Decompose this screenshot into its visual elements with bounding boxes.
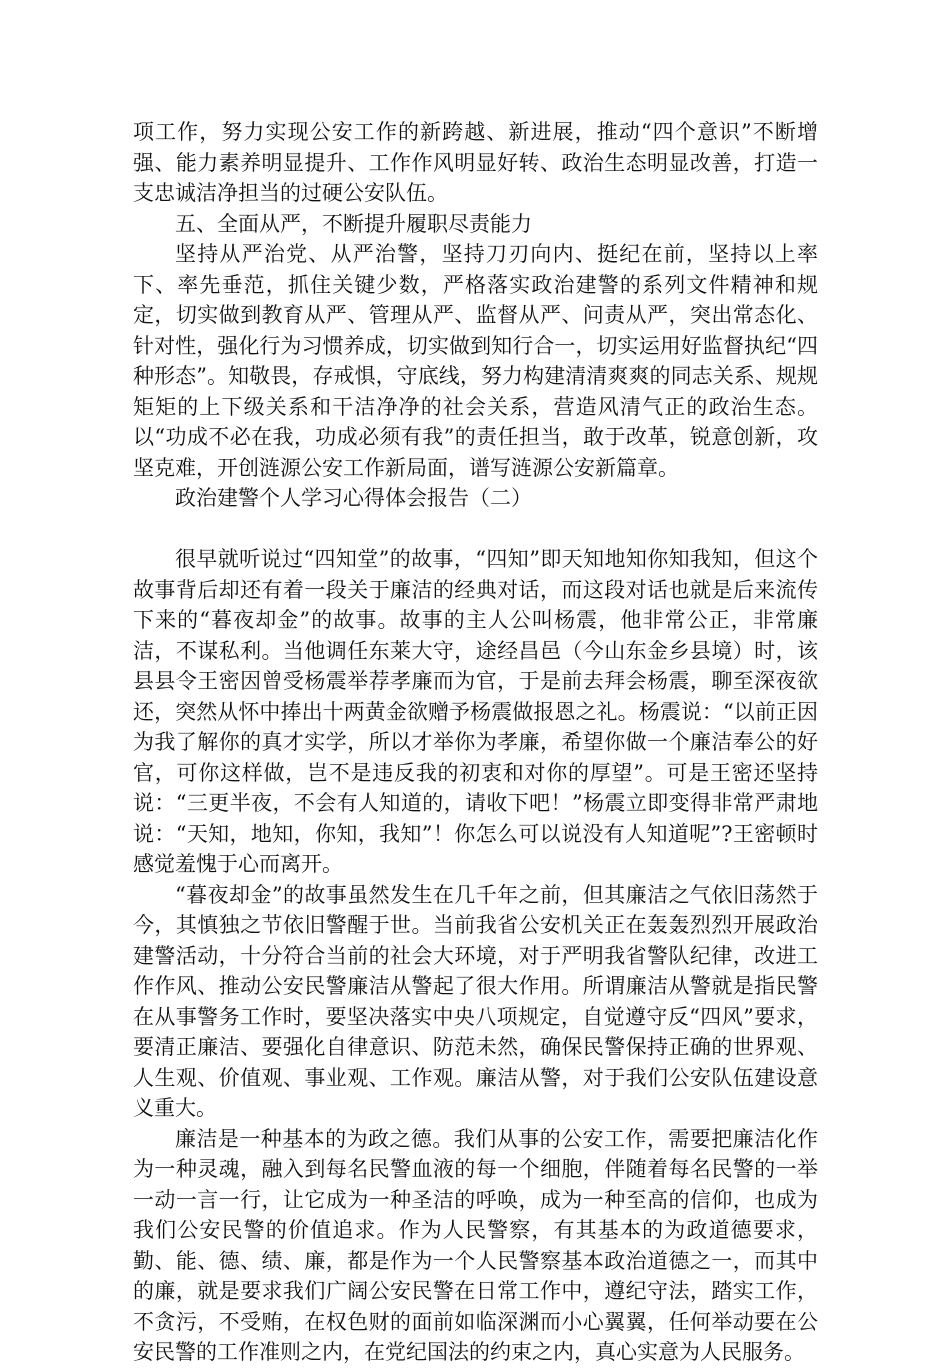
body-paragraph: 廉洁是一种基本的为政之德。我们从事的公安工作，需要把廉洁化作为一种灵魂，融入到每名民警血液的每一个细胞，伴随着每名民警的一举一动一言一行，让它成为一种圣洁的呼唤，成为一种至高的信仰，也成为我们公安民警的价值追求。作为人民警察，有其基本的为政道德要求，勤、能、德、绩、廉，都是作为一个人民警察基本政治道德之一，而其中的廉，就是要求我们广阔公安民警在日常工作中，遵纪守法，踏实工作，不贪污，不受贿，在权色财的面前如临深渊而小心翼翼，任何举动要在公安民警的工作准则之内，在党纪国法的约束之内，真心实意为人民服务。 <box>133 1126 818 1364</box>
report-title: 政治建警个人学习心得体会报告（二） <box>175 486 532 510</box>
section-heading: 五、全面从严，不断提升履职尽责能力 <box>175 211 532 236</box>
body-paragraph: 很早就听说过“四知堂”的故事，“四知”即天知地知你知我知，但这个故事背后却还有着一段关于廉洁的经典对话，而这段对话也就是后来流传下来的“暮夜却金”的故事。故事的主人公叫杨震，他非常公正，非常廉洁，不谋私利。当他调任东莱大守，途经昌邑（今山东金乡县境）时，该县县令王密因曾受杨震举荐孝廉而为官，于是前去拜会杨震，聊至深夜欲还，突然从怀中捧出十两黄金欲赠予杨震做报恩之礼。杨震说：“以前正因为我了解你的真才实学，所以才举你为孝廉，希望你做一个廉洁奉公的好官，可你这样做，岂不是违反我的初衷和对你的厚望”。可是王密还坚持说：“三更半夜，不会有人知道的，请收下吧！”杨震立即变得非常严肃地说：“天知，地知，你知，我知”！你怎么可以说没有人知道呢”?王密顿时感觉羞愧于心而离开。 <box>133 547 818 876</box>
document-page <box>133 117 818 1368</box>
body-paragraph: “暮夜却金”的故事虽然发生在几千年之前，但其廉洁之气依旧荡然于今，其慎独之节依旧警醒于世。当前我省公安机关正在轰轰烈烈开展政治建警活动，十分符合当前的社会大环境，对于严明我省警队纪律，改进工作作风、推动公安民警廉洁从警起了很大作用。所谓廉洁从警就是指民警在从事警务工作时，要坚决落实中央八项规定，自觉遵守反“四风”要求，要清正廉洁、要强化自律意识、防范未然，确保民警保持正确的世界观、人生观、价值观、事业观、工作观。廉洁从警，对于我们公安队伍建设意义重大。 <box>133 882 818 1120</box>
body-paragraph: 坚持从严治党、从严治警，坚持刀刃向内、挺纪在前，坚持以上率下、率先垂范，抓住关键少数，严格落实政治建警的系列文件精神和规定，切实做到教育从严、管理从严、监督从严、问责从严，突出常态化、针对性，强化行为习惯养成，切实做到知行合一，切实运用好监督执纪“四种形态”。知敬畏，存戒惧，守底线，努力构建清清爽爽的同志关系、规规矩矩的上下级关系和干洁净净的社会关系，营造风清气正的政治生态。以“功成不必在我，功成必须有我”的责任担当，敢于改革，锐意创新，攻坚克难，开创涟源公安工作新局面，谱写涟源公安新篇章。 <box>133 242 818 480</box>
paragraph-continuation: 项工作，努力实现公安工作的新跨越、新进展，推动“四个意识”不断增强、能力素养明显提升、工作作风明显好转、政治生态明显改善，打造一支忠诚洁净担当的过硬公安队伍。 <box>133 120 818 205</box>
